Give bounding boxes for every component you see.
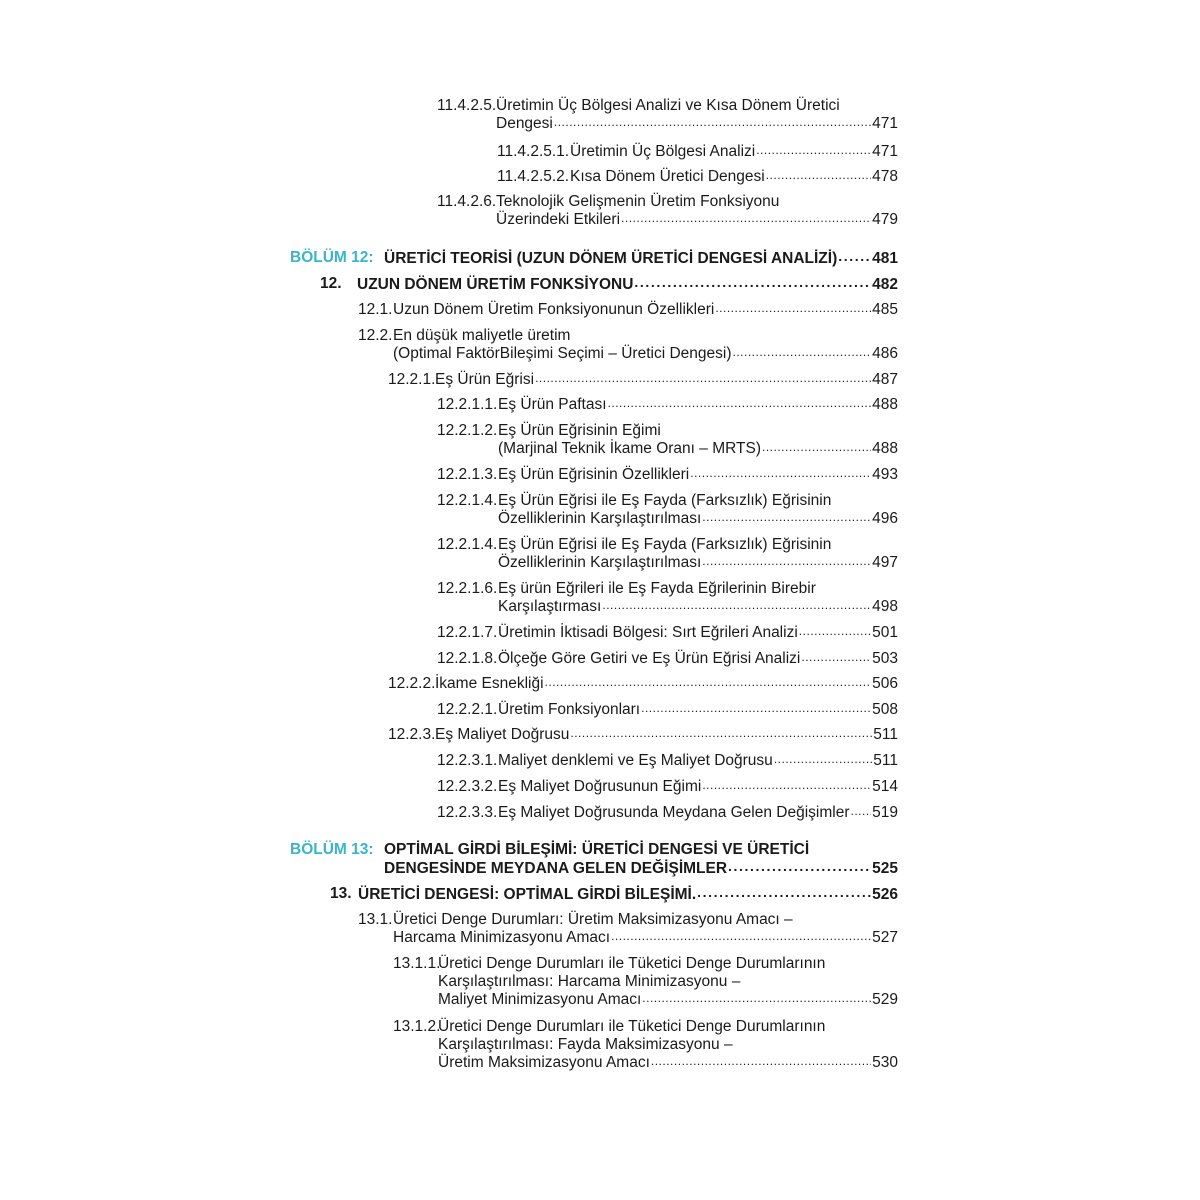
dot-leader xyxy=(554,115,871,129)
toc-entry[interactable] xyxy=(320,275,898,294)
section-number: 12.2.1. xyxy=(388,371,436,388)
leader-line xyxy=(393,345,898,363)
entry-title: Maliyet Minimizasyonu Amacı xyxy=(438,991,642,1008)
entry-title: Uzun Dönem Üretim Fonksiyonunun Özellikleri xyxy=(393,301,715,318)
entry-title: Eş Maliyet Doğrusu xyxy=(435,726,570,743)
section-number: 12.2.3.3. xyxy=(437,804,498,821)
leader-line xyxy=(357,275,898,294)
dot-leader xyxy=(535,371,871,385)
toc-entry[interactable] xyxy=(437,396,898,414)
entry-title: En düşük maliyetle üretim xyxy=(393,327,571,344)
toc-entry[interactable] xyxy=(330,885,898,904)
page-number: 514 xyxy=(872,778,898,795)
entry-title: Üretimin Üç Bölgesi Analizi xyxy=(570,143,756,160)
section-number: 12.2.3.2. xyxy=(437,778,498,795)
toc-entry[interactable] xyxy=(497,143,898,161)
dot-leader xyxy=(851,804,872,818)
page-number: 488 xyxy=(872,440,898,457)
dot-leader xyxy=(545,675,872,689)
dot-leader xyxy=(651,1054,871,1068)
toc-entry[interactable] xyxy=(497,168,898,186)
dot-leader xyxy=(728,859,871,873)
toc-chapter[interactable] xyxy=(290,249,898,268)
entry-title: Ölçeğe Göre Getiri ve Eş Ürün Eğrisi Analizi xyxy=(498,650,801,667)
dot-leader xyxy=(702,778,871,792)
dot-leader xyxy=(690,466,871,480)
leader-line xyxy=(384,249,898,268)
page-number: 501 xyxy=(872,624,898,641)
toc-entry[interactable] xyxy=(388,371,898,389)
page-number: 479 xyxy=(872,211,898,228)
section-number: 12.2.1.7. xyxy=(437,624,498,641)
entry-title: (Optimal FaktörBileşimi Seçimi – Üretici Dengesi) xyxy=(393,345,732,362)
page-number: 471 xyxy=(872,115,898,132)
entry-title: Eş Ürün Paftası xyxy=(498,396,607,413)
entry-title: (Marjinal Teknik İkame Oranı – MRTS) xyxy=(498,440,762,457)
toc-entry[interactable] xyxy=(437,193,898,229)
entry-title: Üzerindeki Etkileri xyxy=(496,211,621,228)
page-number: 527 xyxy=(872,929,898,946)
entry-title: Eş Ürün Eğrisi xyxy=(435,371,535,388)
dot-leader xyxy=(801,650,871,664)
dot-leader xyxy=(611,929,871,943)
toc-entry[interactable] xyxy=(437,752,898,770)
dot-leader xyxy=(799,624,871,638)
dot-leader xyxy=(621,211,871,225)
toc-entry[interactable] xyxy=(388,726,898,744)
section-number: 12.2.1.3. xyxy=(437,466,498,483)
entry-title: Eş Ürün Eğrisi ile Eş Fayda (Farksızlık) Eğrisinin xyxy=(498,492,832,509)
dot-leader xyxy=(715,301,871,315)
toc-entry[interactable] xyxy=(437,624,898,642)
section-number: 12.2.1.8. xyxy=(437,650,498,667)
leader-line xyxy=(498,778,898,796)
dot-leader xyxy=(697,885,871,899)
page-number: 508 xyxy=(872,701,898,718)
chapter-label: BÖLÜM 12: xyxy=(290,249,374,266)
page-number: 485 xyxy=(872,301,898,318)
dot-leader xyxy=(642,991,871,1005)
toc-entry[interactable] xyxy=(437,536,898,572)
entry-title: Üretimin Üç Bölgesi Analizi ve Kısa Dönem Üretici xyxy=(496,97,840,114)
entry-title: Eş Ürün Eğrisinin Eğimi xyxy=(498,422,661,439)
dot-leader xyxy=(602,598,871,612)
toc-entry[interactable] xyxy=(437,492,898,528)
leader-line xyxy=(498,804,898,822)
entry-title: DENGESİNDE MEYDANA GELEN DEĞİŞİMLER xyxy=(384,860,728,877)
leader-line xyxy=(496,115,898,133)
page-number: 511 xyxy=(873,752,898,769)
leader-line xyxy=(438,991,898,1009)
page-number: 481 xyxy=(872,250,898,267)
page-number: 530 xyxy=(872,1054,898,1071)
section-number: 12.2.1.6. xyxy=(437,580,498,597)
leader-line xyxy=(570,143,898,161)
section-number: 13.1.1. xyxy=(393,955,441,972)
page-number: 497 xyxy=(872,554,898,571)
entry-title: Özelliklerinin Karşılaştırılması xyxy=(498,510,702,527)
toc-chapter[interactable] xyxy=(290,841,898,878)
entry-title: Dengesi xyxy=(496,115,553,132)
toc-entry[interactable] xyxy=(358,911,898,947)
section-number: 12.2.1.2. xyxy=(437,422,498,439)
leader-line xyxy=(435,726,898,744)
toc-entry[interactable] xyxy=(437,466,898,484)
toc-entry[interactable] xyxy=(393,955,898,1009)
toc-entry[interactable] xyxy=(437,422,898,458)
page-number: 506 xyxy=(872,675,898,692)
page-number: 496 xyxy=(872,510,898,527)
dot-leader xyxy=(762,440,871,454)
section-number: 12.2.1.1. xyxy=(437,396,498,413)
toc-entry[interactable] xyxy=(388,675,898,693)
leader-line xyxy=(498,396,898,414)
section-number: 12.2.1.4. xyxy=(437,492,498,509)
toc-entry[interactable] xyxy=(437,701,898,719)
section-number: 12.2.3.1. xyxy=(437,752,498,769)
leader-line xyxy=(496,211,898,229)
page-number: 498 xyxy=(872,598,898,615)
entry-title: Karşılaştırılması: Fayda Maksimizasyonu – xyxy=(438,1036,733,1053)
section-number: 13.1.2. xyxy=(393,1018,441,1035)
page-number: 478 xyxy=(872,168,898,185)
entry-title: Özelliklerinin Karşılaştırılması xyxy=(498,554,702,571)
leader-line xyxy=(498,624,898,642)
entry-title: Üretici Denge Durumları: Üretim Maksimizasyonu Amacı – xyxy=(393,911,793,928)
entry-title: Eş Maliyet Doğrusunun Eğimi xyxy=(498,778,702,795)
leader-line xyxy=(393,929,898,947)
page-number: 511 xyxy=(873,726,898,743)
dot-leader xyxy=(641,701,871,715)
section-number: 13.1. xyxy=(358,911,393,928)
toc-entry[interactable] xyxy=(437,650,898,668)
toc-entry[interactable] xyxy=(437,778,898,796)
chapter-label: BÖLÜM 13: xyxy=(290,841,374,858)
leader-line xyxy=(498,752,898,770)
section-number: 12.2.2. xyxy=(388,675,436,692)
leader-line xyxy=(435,675,898,693)
entry-title: Üretim Maksimizasyonu Amacı xyxy=(438,1054,650,1071)
leader-line xyxy=(498,510,898,528)
toc-entry[interactable] xyxy=(437,580,898,616)
toc-entry[interactable] xyxy=(437,804,898,822)
leader-line xyxy=(384,859,898,878)
section-number: 13. xyxy=(330,885,352,902)
dot-leader xyxy=(774,752,872,766)
leader-line xyxy=(498,701,898,719)
page-number: 482 xyxy=(872,276,898,293)
page-number: 487 xyxy=(872,371,898,388)
entry-title: ÜRETİCİ TEORİSİ (UZUN DÖNEM ÜRETİCİ DENGESİ ANALİZİ) xyxy=(384,250,838,267)
page-number: 526 xyxy=(872,886,898,903)
leader-line xyxy=(435,371,898,389)
entry-title: Eş Maliyet Doğrusunda Meydana Gelen Değişimler xyxy=(498,804,850,821)
leader-line xyxy=(498,650,898,668)
entry-title: Eş Ürün Eğrisinin Özellikleri xyxy=(498,466,690,483)
entry-title: Üretimin İktisadi Bölgesi: Sırt Eğrileri Analizi xyxy=(498,624,798,641)
leader-line xyxy=(498,598,898,616)
entry-title: Teknolojik Gelişmenin Üretim Fonksiyonu xyxy=(496,193,780,210)
entry-title: UZUN DÖNEM ÜRETİM FONKSİYONU xyxy=(357,276,634,293)
section-number: 12.1. xyxy=(358,301,393,318)
toc-entry[interactable] xyxy=(393,1018,898,1072)
dot-leader xyxy=(838,249,871,263)
entry-title: Harcama Minimizasyonu Amacı xyxy=(393,929,611,946)
entry-title: Üretim Fonksiyonları xyxy=(498,701,641,718)
section-number: 11.4.2.6. xyxy=(437,193,497,210)
dot-leader xyxy=(608,396,872,410)
entry-title: Kısa Dönem Üretici Dengesi xyxy=(570,168,765,185)
toc-entry[interactable] xyxy=(358,327,898,363)
entry-title: İkame Esnekliği xyxy=(435,675,544,692)
leader-line xyxy=(358,885,898,904)
page-number: 519 xyxy=(872,804,898,821)
section-number: 11.4.2.5.2. xyxy=(497,168,570,185)
entry-title: Eş Ürün Eğrisi ile Eş Fayda (Farksızlık) Eğrisinin xyxy=(498,536,832,553)
entry-title: Karşılaştırması xyxy=(498,598,602,615)
section-number: 12.2.2.1. xyxy=(437,701,498,718)
page-number: 486 xyxy=(872,345,898,362)
section-number: 12.2.1.4. xyxy=(437,536,498,553)
entry-title: Karşılaştırılması: Harcama Minimizasyonu – xyxy=(438,973,741,990)
entry-title: Üretici Denge Durumları ile Tüketici Denge Durumlarının xyxy=(438,1018,826,1035)
leader-line xyxy=(498,466,898,484)
dot-leader xyxy=(570,726,872,740)
entry-title: Maliyet denklemi ve Eş Maliyet Doğrusu xyxy=(498,752,773,769)
dot-leader xyxy=(702,554,871,568)
page-number: 488 xyxy=(872,396,898,413)
section-number: 12.2. xyxy=(358,327,393,344)
dot-leader xyxy=(702,510,871,524)
leader-line xyxy=(438,1054,898,1072)
page-number: 493 xyxy=(872,466,898,483)
section-number: 11.4.2.5. xyxy=(437,97,497,114)
leader-line xyxy=(498,554,898,572)
page-number: 529 xyxy=(872,991,898,1008)
entry-title: Eş ürün Eğrileri ile Eş Fayda Eğrilerinin Birebir xyxy=(498,580,816,597)
leader-line xyxy=(393,301,898,319)
dot-leader xyxy=(733,345,872,359)
dot-leader xyxy=(634,275,871,289)
entry-title: Üretici Denge Durumları ile Tüketici Denge Durumlarının xyxy=(438,955,826,972)
toc-entry[interactable] xyxy=(358,301,898,319)
section-number: 11.4.2.5.1. xyxy=(497,143,570,160)
entry-title: ÜRETİCİ DENGESİ: OPTİMAL GİRDİ BİLEŞİMİ. xyxy=(358,886,697,903)
leader-line xyxy=(498,440,898,458)
dot-leader xyxy=(766,168,871,182)
page-number: 471 xyxy=(872,143,898,160)
leader-line xyxy=(570,168,898,186)
toc-entry[interactable] xyxy=(437,97,898,133)
dot-leader xyxy=(756,143,871,157)
page-number: 503 xyxy=(872,650,898,667)
entry-title: OPTİMAL GİRDİ BİLEŞİMİ: ÜRETİCİ DENGESİ VE ÜRETİCİ xyxy=(384,841,810,858)
section-number: 12. xyxy=(320,275,342,292)
page-number: 525 xyxy=(872,860,898,877)
section-number: 12.2.3. xyxy=(388,726,436,743)
